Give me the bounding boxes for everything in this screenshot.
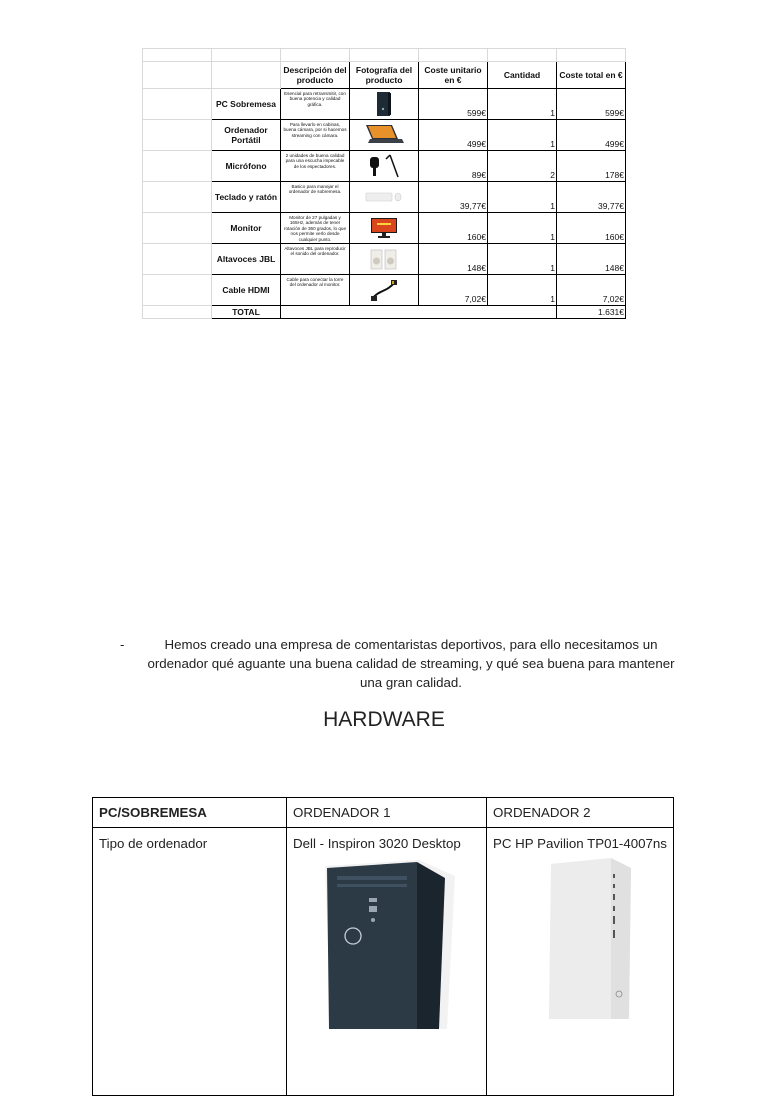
- total-row: [143, 306, 626, 319]
- total-value: 1.631€: [557, 306, 626, 319]
- unit-cost: 160€: [419, 213, 488, 244]
- header-ordenador-2: ORDENADOR 2: [487, 798, 674, 828]
- header-photo: Fotografía del producto: [350, 62, 419, 89]
- unit-cost: 148€: [419, 244, 488, 275]
- total-cost: 599€: [557, 89, 626, 120]
- pc1-name: Dell - Inspiron 3020 Desktop: [293, 836, 461, 851]
- table-row: [143, 213, 626, 244]
- total-cost: 178€: [557, 151, 626, 182]
- bullet-dash: -: [120, 637, 125, 652]
- header-unit-cost: Coste unitario en €: [419, 62, 488, 89]
- total-cost: 499€: [557, 120, 626, 151]
- intro-text: Hemos creado una empresa de comentaristas deportivos, para ello necesitamos un ordenador qué aguante una buena calidad de streaming, y qué sea buena para mantener una gran calidad.: [147, 637, 675, 690]
- header-total-cost: Coste total en €: [557, 62, 626, 89]
- unit-cost: 7,02€: [419, 275, 488, 306]
- total-label: TOTAL: [212, 306, 281, 319]
- quantity: 1: [488, 213, 557, 244]
- product-description: 2 unidades de buena calidad para una escucha impecable de los espectadores.: [281, 151, 350, 182]
- unit-cost: 499€: [419, 120, 488, 151]
- product-description: Esencial para retransmitir, con buena potencia y calidad gráfica.: [281, 89, 350, 120]
- table-row: [143, 244, 626, 275]
- total-cost: 148€: [557, 244, 626, 275]
- total-cost: 7,02€: [557, 275, 626, 306]
- product-description: Cable para conectar la torre del ordenador al monitor.: [281, 275, 350, 306]
- product-name: PC Sobremesa: [212, 89, 281, 120]
- dell-desktop-image: [307, 854, 477, 1029]
- row-label: Tipo de ordenador: [93, 828, 287, 1096]
- unit-cost: 89€: [419, 151, 488, 182]
- quantity: 2: [488, 151, 557, 182]
- total-cost: 39,77€: [557, 182, 626, 213]
- budget-table: [142, 48, 626, 319]
- quantity: 1: [488, 120, 557, 151]
- quantity: 1: [488, 182, 557, 213]
- intro-paragraph: [120, 635, 680, 692]
- header-pc-sobremesa: PC/SOBREMESA: [93, 798, 287, 828]
- desktop-tower-icon: [375, 91, 393, 117]
- quantity: 1: [488, 244, 557, 275]
- product-name: Altavoces JBL: [212, 244, 281, 275]
- product-description: Basico para manejar el ordenador de sobremesa.: [281, 182, 350, 213]
- quantity: 1: [488, 275, 557, 306]
- total-cost: 160€: [557, 213, 626, 244]
- microphone-icon: [364, 153, 404, 179]
- hdmi-cable-icon: [369, 278, 399, 302]
- section-heading: HARDWARE: [323, 708, 445, 731]
- product-name: Cable HDMI: [212, 275, 281, 306]
- speakers-icon: [369, 247, 399, 271]
- table-row: [143, 151, 626, 182]
- budget-header-row: [143, 62, 626, 89]
- header-ordenador-1: ORDENADOR 1: [287, 798, 487, 828]
- product-name: Monitor: [212, 213, 281, 244]
- product-name: Micrófono: [212, 151, 281, 182]
- hardware-header-row: [93, 798, 674, 828]
- product-description: Monitor de 27 pulgadas y 165Hz, además de tener rotación de 360 grados, lo que nos permite verlo desde cualquier punto.: [281, 213, 350, 244]
- table-row: [143, 182, 626, 213]
- table-row: [143, 120, 626, 151]
- header-quantity: Cantidad: [488, 62, 557, 89]
- hardware-row: [93, 828, 674, 1096]
- quantity: 1: [488, 89, 557, 120]
- hardware-table: [92, 797, 674, 1096]
- unit-cost: 39,77€: [419, 182, 488, 213]
- table-row: [143, 275, 626, 306]
- pc2-name: PC HP Pavilion TP01-4007ns: [493, 836, 667, 851]
- monitor-icon: [369, 216, 399, 240]
- product-description: Altavoces JBL para reproducir el sonido del ordenador.: [281, 244, 350, 275]
- product-name: Ordenador Portátil: [212, 120, 281, 151]
- header-description: Descripción del producto: [281, 62, 350, 89]
- product-description: Para llevarlo en cabinas, buena cámara, por si hacemos streaming con cámara.: [281, 120, 350, 151]
- product-name: Teclado y ratón: [212, 182, 281, 213]
- laptop-icon: [362, 123, 406, 147]
- keyboard-mouse-icon: [364, 187, 404, 207]
- table-row: [143, 89, 626, 120]
- unit-cost: 599€: [419, 89, 488, 120]
- hp-pavilion-image: [531, 854, 651, 1019]
